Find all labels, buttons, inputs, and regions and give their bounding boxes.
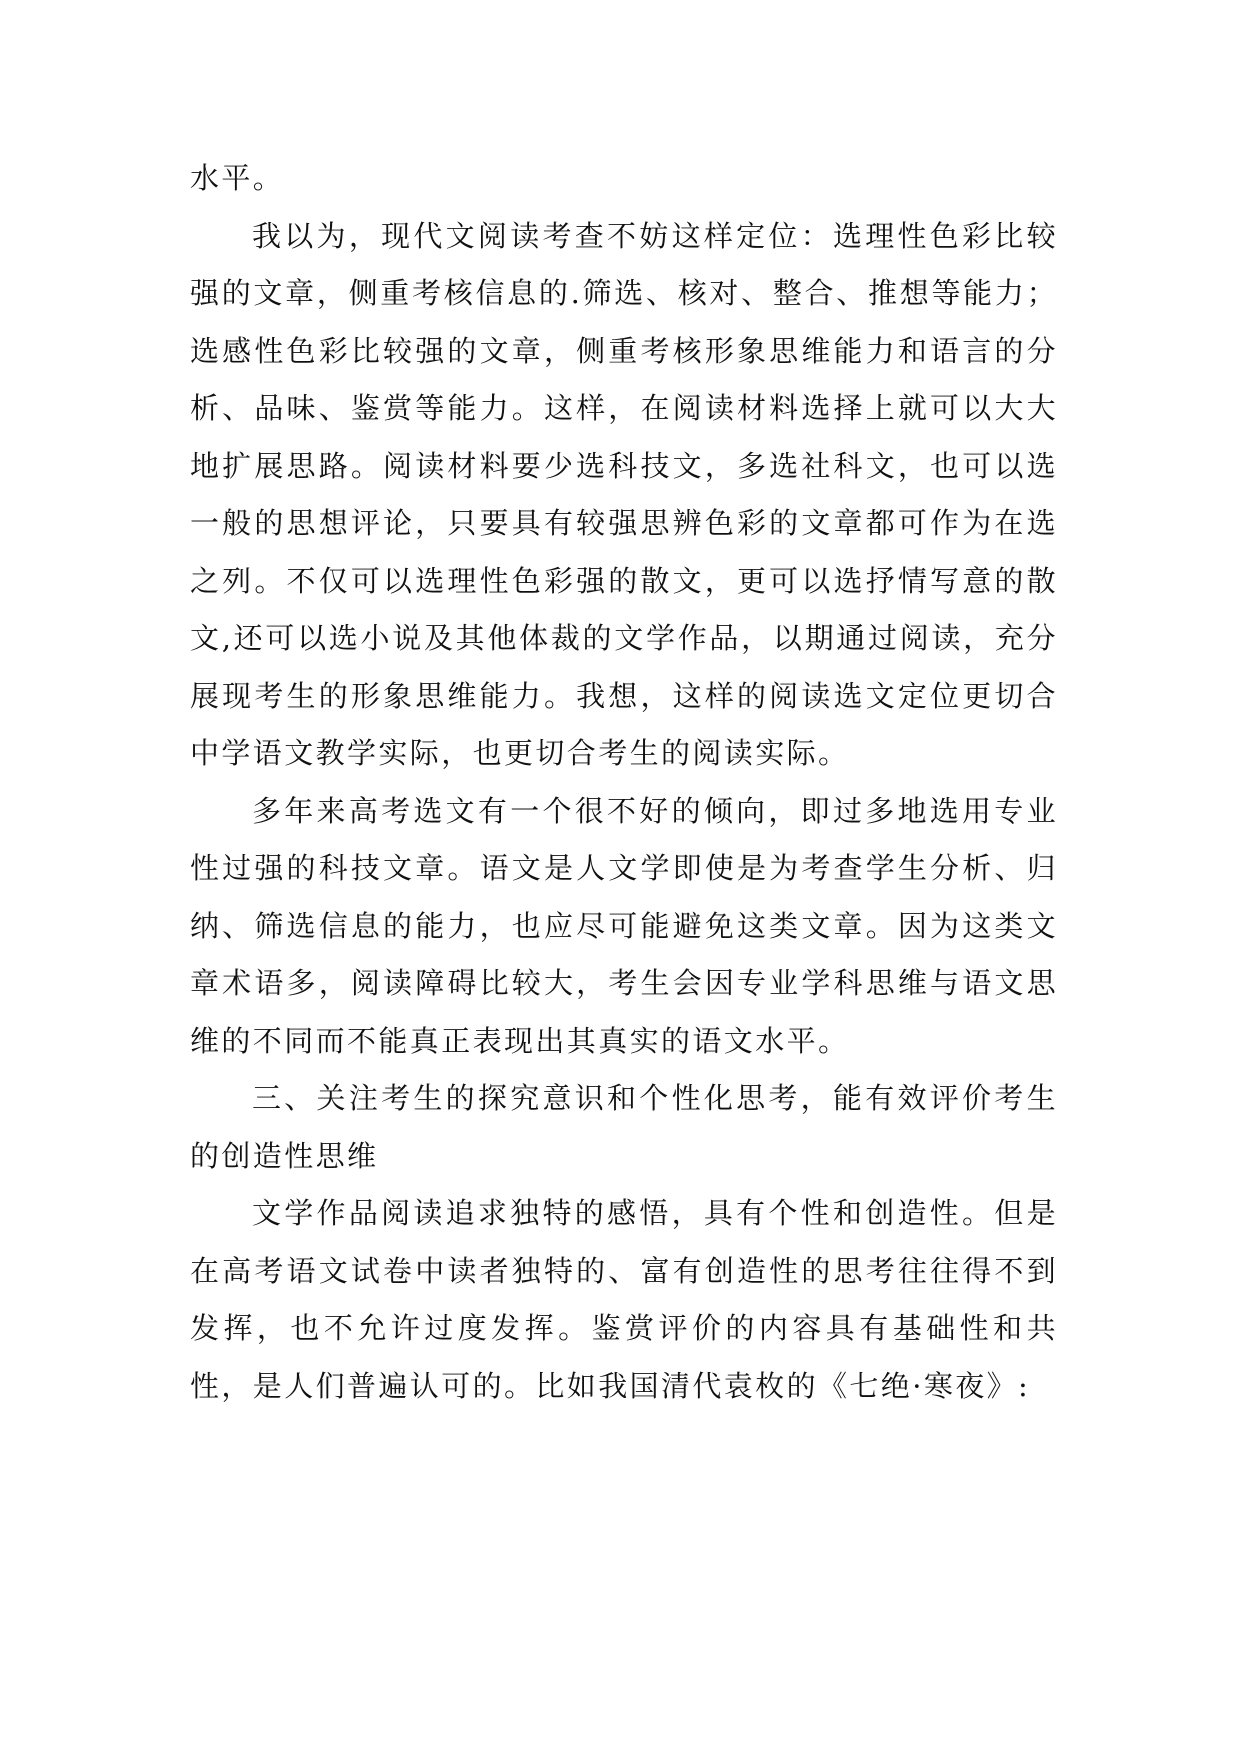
section-heading-three: 三、关注考生的探究意识和个性化思考，能有效评价考生的创造性思维: [190, 1081, 1058, 1173]
paragraph-literary-reading: 文学作品阅读追求独特的感悟，具有个性和创造性。但是在高考语文试卷中读者独特的、富有创造性的思考往往得不到发挥，也不允许过度发挥。鉴赏评价的内容具有基础性和共性，是人们普遍认可的。比如我国清代袁枚的《七绝·寒夜》:: [190, 1196, 1058, 1403]
document-body: [190, 150, 1058, 1415]
paragraph-continuation: 水平。: [190, 161, 285, 195]
paragraph-reading-positioning: 我以为，现代文阅读考查不妨这样定位：选理性色彩比较强的文章，侧重考核信息的.筛选、核对、整合、推想等能力；选感性色彩比较强的文章，侧重考核形象思维能力和语言的分析、品味、鉴赏等能力。这样，在阅读材料选择上就可以大大地扩展思路。阅读材料要少选科技文，多选社科文，也可以选一般的思想评论，只要具有较强思辨色彩的文章都可作为在选之列。不仅可以选理性色彩强的散文，更可以选抒情写意的散文,还可以选小说及其他体裁的文学作品，以期通过阅读，充分展现考生的形象思维能力。我想，这样的阅读选文定位更切合中学语文教学实际，也更切合考生的阅读实际。: [190, 218, 1058, 770]
paragraph-selection-tendency: 多年来高考选文有一个很不好的倾向，即过多地选用专业性过强的科技文章。语文是人文学即使是为考查学生分析、归纳、筛选信息的能力，也应尽可能避免这类文章。因为这类文章术语多，阅读障碍比较大，考生会因专业学科思维与语文思维的不同而不能真正表现出其真实的语文水平。: [190, 793, 1058, 1058]
